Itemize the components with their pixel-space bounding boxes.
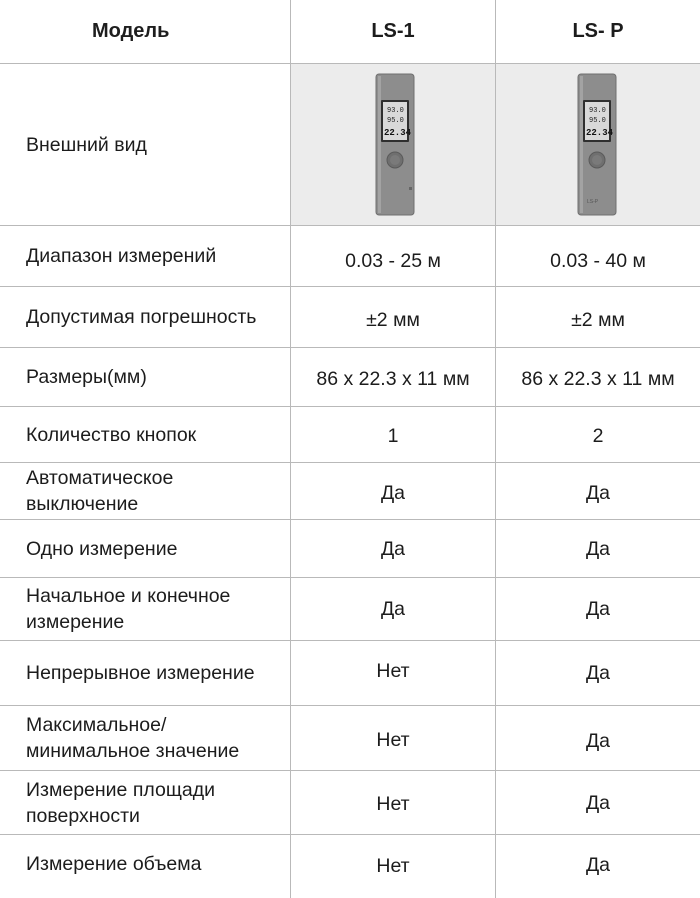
lsp-device-image bbox=[575, 72, 619, 217]
value-lsp-area: Да bbox=[585, 791, 611, 814]
row-label-start-end: Начальное и конечное измерение bbox=[26, 585, 231, 633]
value-lsp-range: 0.03 - 40 м bbox=[550, 249, 646, 272]
value-lsp-single: Да bbox=[585, 537, 611, 560]
value-lsp-auto-off: Да bbox=[585, 481, 611, 504]
lsp-screen-line2: 95.0 bbox=[589, 117, 606, 125]
lsp-badge: LS-P bbox=[587, 199, 599, 205]
ls1-device-image bbox=[373, 72, 417, 217]
row-label-area: Измерение площади поверхности bbox=[26, 778, 215, 827]
ls1-screen-line3: 22.34 bbox=[384, 128, 412, 138]
row-label-buttons: Количество кнопок bbox=[26, 423, 197, 446]
value-ls1-start-end: Да bbox=[380, 597, 406, 620]
value-lsp-dimensions: 86 x 22.3 x 11 мм bbox=[521, 367, 675, 390]
header-lsp: LS- P bbox=[572, 20, 624, 42]
value-ls1-volume: Нет bbox=[376, 855, 410, 877]
row-label-max-min: Максимальное/ минимальное значение bbox=[26, 714, 240, 762]
value-ls1-auto-off: Да bbox=[380, 481, 406, 504]
value-ls1-area: Нет bbox=[376, 792, 410, 815]
value-ls1-accuracy: ±2 мм bbox=[366, 308, 420, 331]
value-lsp-volume: Да bbox=[585, 853, 611, 876]
row-label-continuous: Непрерывное измерение bbox=[26, 662, 255, 684]
row-label-range: Диапазон измерений bbox=[26, 245, 217, 267]
header-ls1: LS-1 bbox=[371, 20, 415, 42]
row-label-accuracy: Допустимая погрешность bbox=[26, 306, 257, 328]
row-label-volume: Измерение объема bbox=[26, 853, 202, 875]
value-ls1-dimensions: 86 x 22.3 x 11 мм bbox=[316, 367, 470, 390]
lsp-screen-line3: 22.34 bbox=[586, 128, 614, 138]
value-ls1-single: Да bbox=[380, 537, 406, 560]
row-label-appearance: Внешний вид bbox=[26, 133, 147, 156]
row-label-single: Одно измерение bbox=[26, 537, 178, 560]
ls1-screen-line2: 95.0 bbox=[387, 117, 404, 125]
value-ls1-continuous: Нет bbox=[376, 659, 410, 682]
row-label-auto-off: Автоматическое выключение bbox=[26, 467, 174, 515]
value-ls1-range: 0.03 - 25 м bbox=[345, 249, 441, 272]
value-lsp-continuous: Да bbox=[585, 661, 611, 684]
value-ls1-max-min: Нет bbox=[376, 728, 410, 751]
value-lsp-buttons: 2 bbox=[592, 424, 604, 447]
value-lsp-start-end: Да bbox=[585, 597, 611, 620]
value-ls1-buttons: 1 bbox=[387, 424, 399, 447]
row-label-dimensions: Размеры(мм) bbox=[26, 366, 147, 388]
ls1-screen-line1: 93.0 bbox=[387, 107, 404, 115]
lsp-screen-line1: 93.0 bbox=[589, 107, 606, 115]
value-lsp-accuracy: ±2 мм bbox=[571, 308, 625, 331]
value-lsp-max-min: Да bbox=[585, 729, 611, 752]
header-model-label: Модель bbox=[92, 20, 170, 42]
